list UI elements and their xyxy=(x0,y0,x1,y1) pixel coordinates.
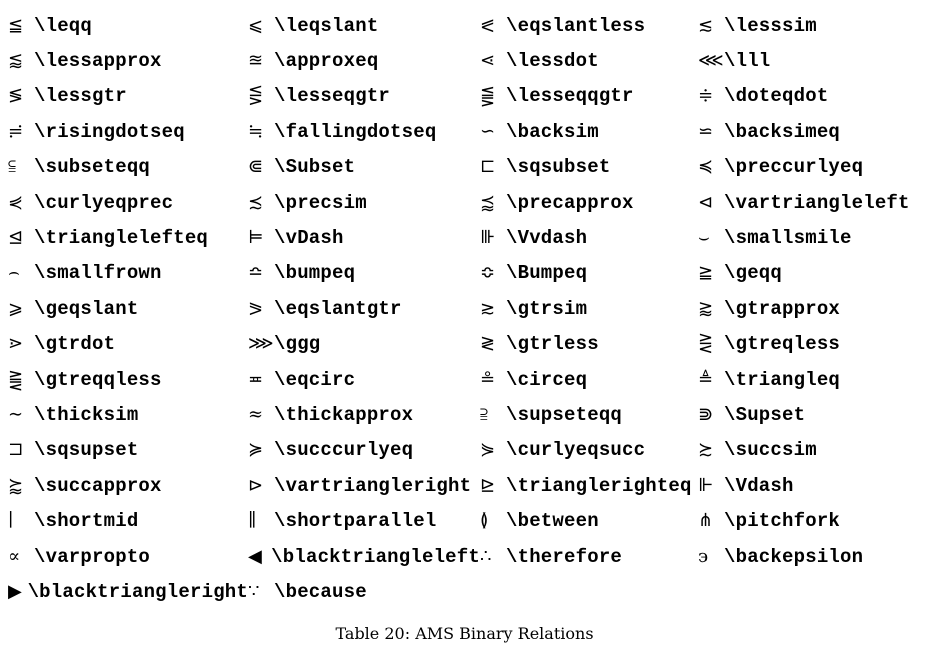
relation-symbol: ≒ xyxy=(248,120,264,142)
relation-command: \circeq xyxy=(506,368,588,391)
relation-cell xyxy=(248,362,480,397)
relation-cell xyxy=(480,291,698,326)
relation-symbol: ∼ xyxy=(8,403,24,425)
relation-symbol: ≖ xyxy=(248,368,264,390)
relation-symbol: ⪷ xyxy=(480,191,496,213)
relation-cell xyxy=(8,574,248,609)
relation-symbol: ⊵ xyxy=(480,474,496,496)
relation-cell xyxy=(8,327,248,362)
relation-command: \succapprox xyxy=(34,474,162,497)
relation-symbol: ∝ xyxy=(8,545,21,567)
relation-command: \eqslantless xyxy=(506,14,646,37)
relation-cell xyxy=(698,43,923,78)
relation-cell xyxy=(8,220,248,255)
relation-cell xyxy=(8,150,248,185)
relation-command: \Supset xyxy=(724,403,806,426)
relation-cell xyxy=(698,8,923,43)
relation-command: \triangleq xyxy=(724,368,841,391)
relation-cell xyxy=(8,256,248,291)
relation-cell xyxy=(698,433,923,468)
relations-table xyxy=(8,8,923,610)
relation-symbol: ∽ xyxy=(480,120,496,142)
relation-cell xyxy=(248,43,480,78)
relation-cell xyxy=(248,397,480,432)
relation-command: \sqsupset xyxy=(34,439,139,462)
relation-command: \lll xyxy=(724,50,771,73)
relation-symbol: ∴ xyxy=(480,545,492,567)
relation-cell xyxy=(698,468,923,503)
relation-symbol: ≬ xyxy=(480,510,489,532)
relation-command: \backepsilon xyxy=(724,545,864,568)
relation-command: \gtrsim xyxy=(506,297,588,320)
relation-symbol: ∥ xyxy=(248,510,257,532)
relation-cell xyxy=(480,114,698,149)
relation-command: \precsim xyxy=(274,191,367,214)
relation-cell xyxy=(8,362,248,397)
relation-command: \ggg xyxy=(274,333,321,356)
relation-cell xyxy=(698,503,923,538)
relation-symbol: ⋘ xyxy=(698,50,724,72)
relation-cell xyxy=(698,397,923,432)
relation-command: \gtreqless xyxy=(724,333,841,356)
relation-command: \lesssim xyxy=(724,14,817,37)
relation-symbol: ⊏ xyxy=(480,156,496,178)
relation-cell xyxy=(8,468,248,503)
relation-command: \backsim xyxy=(506,120,599,143)
relation-symbol: ≶ xyxy=(8,85,24,107)
relation-symbol: ≦ xyxy=(8,14,24,36)
relation-symbol: ⋚ xyxy=(248,85,264,107)
relation-symbol: ⋛ xyxy=(698,333,714,355)
relation-symbol: ⋙ xyxy=(248,333,274,355)
relation-command: \approxeq xyxy=(274,50,379,73)
relation-command: \shortparallel xyxy=(274,510,437,533)
relation-cell xyxy=(248,79,480,114)
relation-command: \fallingdotseq xyxy=(274,120,437,143)
relation-cell xyxy=(8,79,248,114)
relation-symbol: ≧ xyxy=(698,262,714,284)
relation-cell xyxy=(698,327,923,362)
relation-symbol: ⊴ xyxy=(8,227,24,249)
relation-cell xyxy=(248,539,480,574)
relations-grid xyxy=(8,8,923,610)
relation-cell xyxy=(248,114,480,149)
relation-cell xyxy=(698,79,923,114)
relation-command: \eqslantgtr xyxy=(274,297,402,320)
relation-symbol: ⋑ xyxy=(698,403,714,425)
relation-command: \gtrless xyxy=(506,333,599,356)
relation-symbol: ≜ xyxy=(698,368,714,390)
relation-command: \leqq xyxy=(34,14,93,37)
relation-cell xyxy=(248,327,480,362)
relation-symbol: ≈ xyxy=(248,403,264,425)
relation-symbol: ⊐ xyxy=(8,439,24,461)
relation-cell xyxy=(248,185,480,220)
relation-cell xyxy=(480,362,698,397)
relation-command: \curlyeqsucc xyxy=(506,439,646,462)
relation-command: \eqcirc xyxy=(274,368,356,391)
relation-command: \Vdash xyxy=(724,474,794,497)
relation-command: \Bumpeq xyxy=(506,262,588,285)
relation-cell xyxy=(248,433,480,468)
relation-cell xyxy=(480,468,698,503)
relation-command: \thicksim xyxy=(34,403,139,426)
relation-cell xyxy=(698,256,923,291)
relation-command: \varpropto xyxy=(34,545,151,568)
relation-symbol: ≎ xyxy=(480,262,496,284)
relation-symbol: ⊲ xyxy=(698,191,714,213)
relation-symbol: ⪖ xyxy=(248,297,264,319)
relation-symbol: ≿ xyxy=(698,439,714,461)
relation-symbol: ⊳ xyxy=(248,474,264,496)
relation-cell xyxy=(480,503,698,538)
relation-symbol: ≳ xyxy=(480,297,496,319)
relation-command: \bumpeq xyxy=(274,262,356,285)
relation-cell xyxy=(480,433,698,468)
relation-cell xyxy=(698,220,923,255)
relation-symbol: ⊩ xyxy=(698,474,714,496)
relation-command: \shortmid xyxy=(34,510,139,533)
relation-command: \blacktriangleleft xyxy=(271,545,480,568)
relation-cell xyxy=(248,291,480,326)
relation-command: \smallsmile xyxy=(724,227,852,250)
relation-cell xyxy=(248,503,480,538)
relation-cell xyxy=(698,362,923,397)
relation-symbol: ⋔ xyxy=(698,510,714,532)
relation-command: \vDash xyxy=(274,227,344,250)
relation-cell xyxy=(8,291,248,326)
relation-cell xyxy=(698,114,923,149)
relation-command: \lessdot xyxy=(506,50,599,73)
relation-symbol: ⋗ xyxy=(8,333,24,355)
relation-command: \lesseqqgtr xyxy=(506,85,634,108)
relation-cell xyxy=(698,291,923,326)
relation-command: \smallfrown xyxy=(34,262,162,285)
relation-cell xyxy=(480,79,698,114)
relation-cell xyxy=(248,220,480,255)
relation-cell xyxy=(480,539,698,574)
relation-cell xyxy=(480,397,698,432)
relation-command: \trianglerighteq xyxy=(506,474,692,497)
relation-symbol: ◀ xyxy=(248,545,262,567)
relation-symbol: ∣ xyxy=(8,510,14,532)
relation-symbol: ⪌ xyxy=(8,368,24,390)
relation-symbol: ⊪ xyxy=(480,227,496,249)
relation-symbol: ⪅ xyxy=(8,50,24,72)
relation-cell xyxy=(8,503,248,538)
relation-cell xyxy=(480,150,698,185)
relation-command: \lessgtr xyxy=(34,85,127,108)
relation-symbol: ⪋ xyxy=(480,85,496,107)
relation-symbol: ⌣ xyxy=(698,227,710,249)
relation-command: \supseteqq xyxy=(506,403,623,426)
relation-symbol: ⪸ xyxy=(8,474,24,496)
relation-command: \subseteqq xyxy=(34,156,151,179)
relation-symbol: ≷ xyxy=(480,333,496,355)
relation-cell xyxy=(480,220,698,255)
relation-cell xyxy=(480,256,698,291)
relation-command: \precapprox xyxy=(506,191,634,214)
relation-command: \gtrdot xyxy=(34,333,116,356)
relation-command: \succcurlyeq xyxy=(274,439,414,462)
relation-cell xyxy=(698,539,923,574)
relation-symbol: ≑ xyxy=(698,85,714,107)
relation-symbol: ⪆ xyxy=(698,297,714,319)
relation-symbol: ⪕ xyxy=(480,14,496,36)
relation-command: \vartriangleleft xyxy=(724,191,910,214)
relation-command: \because xyxy=(274,580,367,603)
relation-cell xyxy=(480,574,698,609)
relation-command: \trianglelefteq xyxy=(34,227,209,250)
relation-cell xyxy=(8,539,248,574)
relation-command: \doteqdot xyxy=(724,85,829,108)
relation-cell xyxy=(480,327,698,362)
relation-symbol: ⊨ xyxy=(248,227,264,249)
relation-symbol: ⫅ xyxy=(8,156,16,178)
table-caption: Table 20: AMS Binary Relations xyxy=(335,624,594,643)
relation-symbol: ≼ xyxy=(698,156,714,178)
relation-cell xyxy=(248,256,480,291)
relation-command: \blacktriangleright xyxy=(27,580,248,603)
relation-command: \sqsubset xyxy=(506,156,611,179)
relation-cell xyxy=(8,185,248,220)
relation-command: \curlyeqprec xyxy=(34,191,174,214)
relation-symbol: ⋞ xyxy=(8,191,24,213)
relation-cell xyxy=(8,397,248,432)
relation-symbol: ⩾ xyxy=(8,297,24,319)
relation-cell xyxy=(8,433,248,468)
relation-symbol: ⋟ xyxy=(480,439,496,461)
relation-cell xyxy=(698,185,923,220)
relation-command: \vartriangleright xyxy=(274,474,472,497)
relation-symbol: ⩽ xyxy=(248,14,264,36)
relation-command: \between xyxy=(506,510,599,533)
relation-cell xyxy=(480,185,698,220)
relation-command: \Vvdash xyxy=(506,227,588,250)
relation-command: \therefore xyxy=(506,545,623,568)
relation-command: \Subset xyxy=(274,156,356,179)
relation-cell xyxy=(248,468,480,503)
relation-cell xyxy=(698,150,923,185)
relation-cell xyxy=(8,114,248,149)
relation-symbol: ≽ xyxy=(248,439,264,461)
relation-command: \geqslant xyxy=(34,297,139,320)
relation-cell xyxy=(480,43,698,78)
relation-symbol: ≓ xyxy=(8,120,24,142)
relation-command: \lesseqgtr xyxy=(274,85,391,108)
relation-cell xyxy=(8,8,248,43)
relation-symbol: ≾ xyxy=(248,191,264,213)
relation-command: \geqq xyxy=(724,262,783,285)
relation-symbol: ≲ xyxy=(698,14,714,36)
relation-symbol: ⫆ xyxy=(480,403,488,425)
relation-cell xyxy=(698,574,923,609)
relation-command: \succsim xyxy=(724,439,817,462)
relation-command: \preccurlyeq xyxy=(724,156,864,179)
relation-cell xyxy=(248,574,480,609)
relation-symbol: ⋍ xyxy=(698,120,714,142)
relation-symbol: ∵ xyxy=(248,580,260,602)
relation-symbol: ⌢ xyxy=(8,262,20,284)
relation-symbol: ϶ xyxy=(698,545,709,567)
relation-symbol: ≊ xyxy=(248,50,264,72)
relation-command: \leqslant xyxy=(274,14,379,37)
relation-command: \pitchfork xyxy=(724,510,841,533)
relation-symbol: ⋐ xyxy=(248,156,264,178)
relation-command: \backsimeq xyxy=(724,120,841,143)
relation-symbol: ≏ xyxy=(248,262,264,284)
relation-command: \risingdotseq xyxy=(34,120,185,143)
relation-command: \thickapprox xyxy=(274,403,414,426)
relation-cell xyxy=(8,43,248,78)
relation-command: \gtreqqless xyxy=(34,368,162,391)
relation-cell xyxy=(480,8,698,43)
relation-cell xyxy=(248,150,480,185)
relation-symbol: ≗ xyxy=(480,368,496,390)
relation-command: \gtrapprox xyxy=(724,297,841,320)
relation-cell xyxy=(248,8,480,43)
relation-command: \lessapprox xyxy=(34,50,162,73)
relation-symbol: ▶ xyxy=(8,580,22,602)
relation-symbol: ⋖ xyxy=(480,50,496,72)
